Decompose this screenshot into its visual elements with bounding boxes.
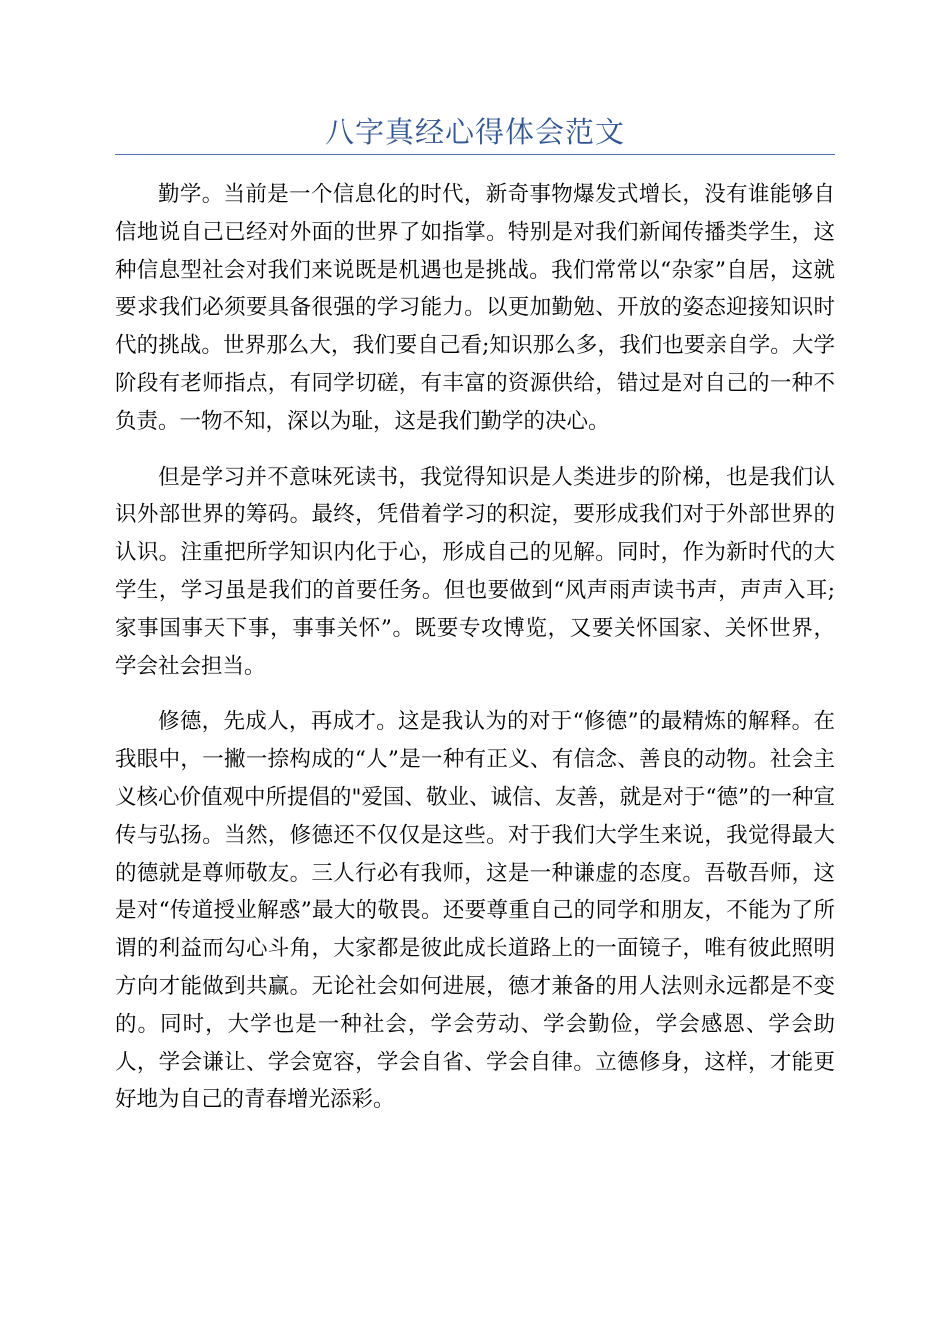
paragraph-cultivate-virtue: 修德，先成人，再成才。这是我认为的对于“修德”的最精炼的解释。在我眼中，一撇一捺构成的“人”是一种有正义、有信念、善良的动物。社会主义核心价值观中所提倡的"爱国、敬业、诚信、友善，就是对于“德”的一种宣传与弘扬。当然，修德还不仅仅是这些。对于我们大学生来说，我觉得最大的德就是尊师敬友。三人行必有我师，这是一种谦虚的态度。吾敬吾师，这是对“传道授业解惑”最大的敬畏。还要尊重自己的同学和朋友，不能为了所谓的利益而勾心斗角，大家都是彼此成长道路上的一面镜子，唯有彼此照明方向才能做到共赢。无论社会如何进展，德才兼备的用人法则永远都是不变的。同时，大学也是一种社会，学会劳动、学会勤俭，学会感恩、学会助人，学会谦让、学会宽容，学会自省、学会自律。立德修身，这样，才能更好地为自己的青春增光添彩。 (115, 709, 835, 1113)
document-body (115, 176, 835, 1137)
paragraph-diligent-study: 勤学。当前是一个信息化的时代，新奇事物爆发式增长，没有谁能够自信地说自己已经对外面的世界了如指掌。特别是对我们新闻传播类学生，这种信息型社会对我们来说既是机遇也是挑战。我们常常以“杂家”自居，这就要求我们必须要具备很强的学习能力。以更加勤勉、开放的姿态迎接知识时代的挑战。世界那么大，我们要自己看;知识那么多，我们也要亲自学。大学阶段有老师指点，有同学切磋，有丰富的资源供给，错过是对自己的一种不负责。一物不知，深以为耻，这是我们勤学的决心。 (115, 182, 835, 434)
title-underline (115, 154, 835, 155)
page-title: 八字真经心得体会范文 (324, 115, 625, 149)
paragraph-learning-not-rote: 但是学习并不意味死读书，我觉得知识是人类进步的阶梯，也是我们认识外部世界的筹码。最终，凭借着学习的积淀，要形成我们对于外部世界的认识。注重把所学知识内化于心，形成自己的见解。同时，作为新时代的大学生，学习虽是我们的首要任务。但也要做到“风声雨声读书声，声声入耳;家事国事天下事，事事关怀”。既要专攻博览，又要关怀国家、关怀世界，学会社会担当。 (115, 464, 835, 679)
